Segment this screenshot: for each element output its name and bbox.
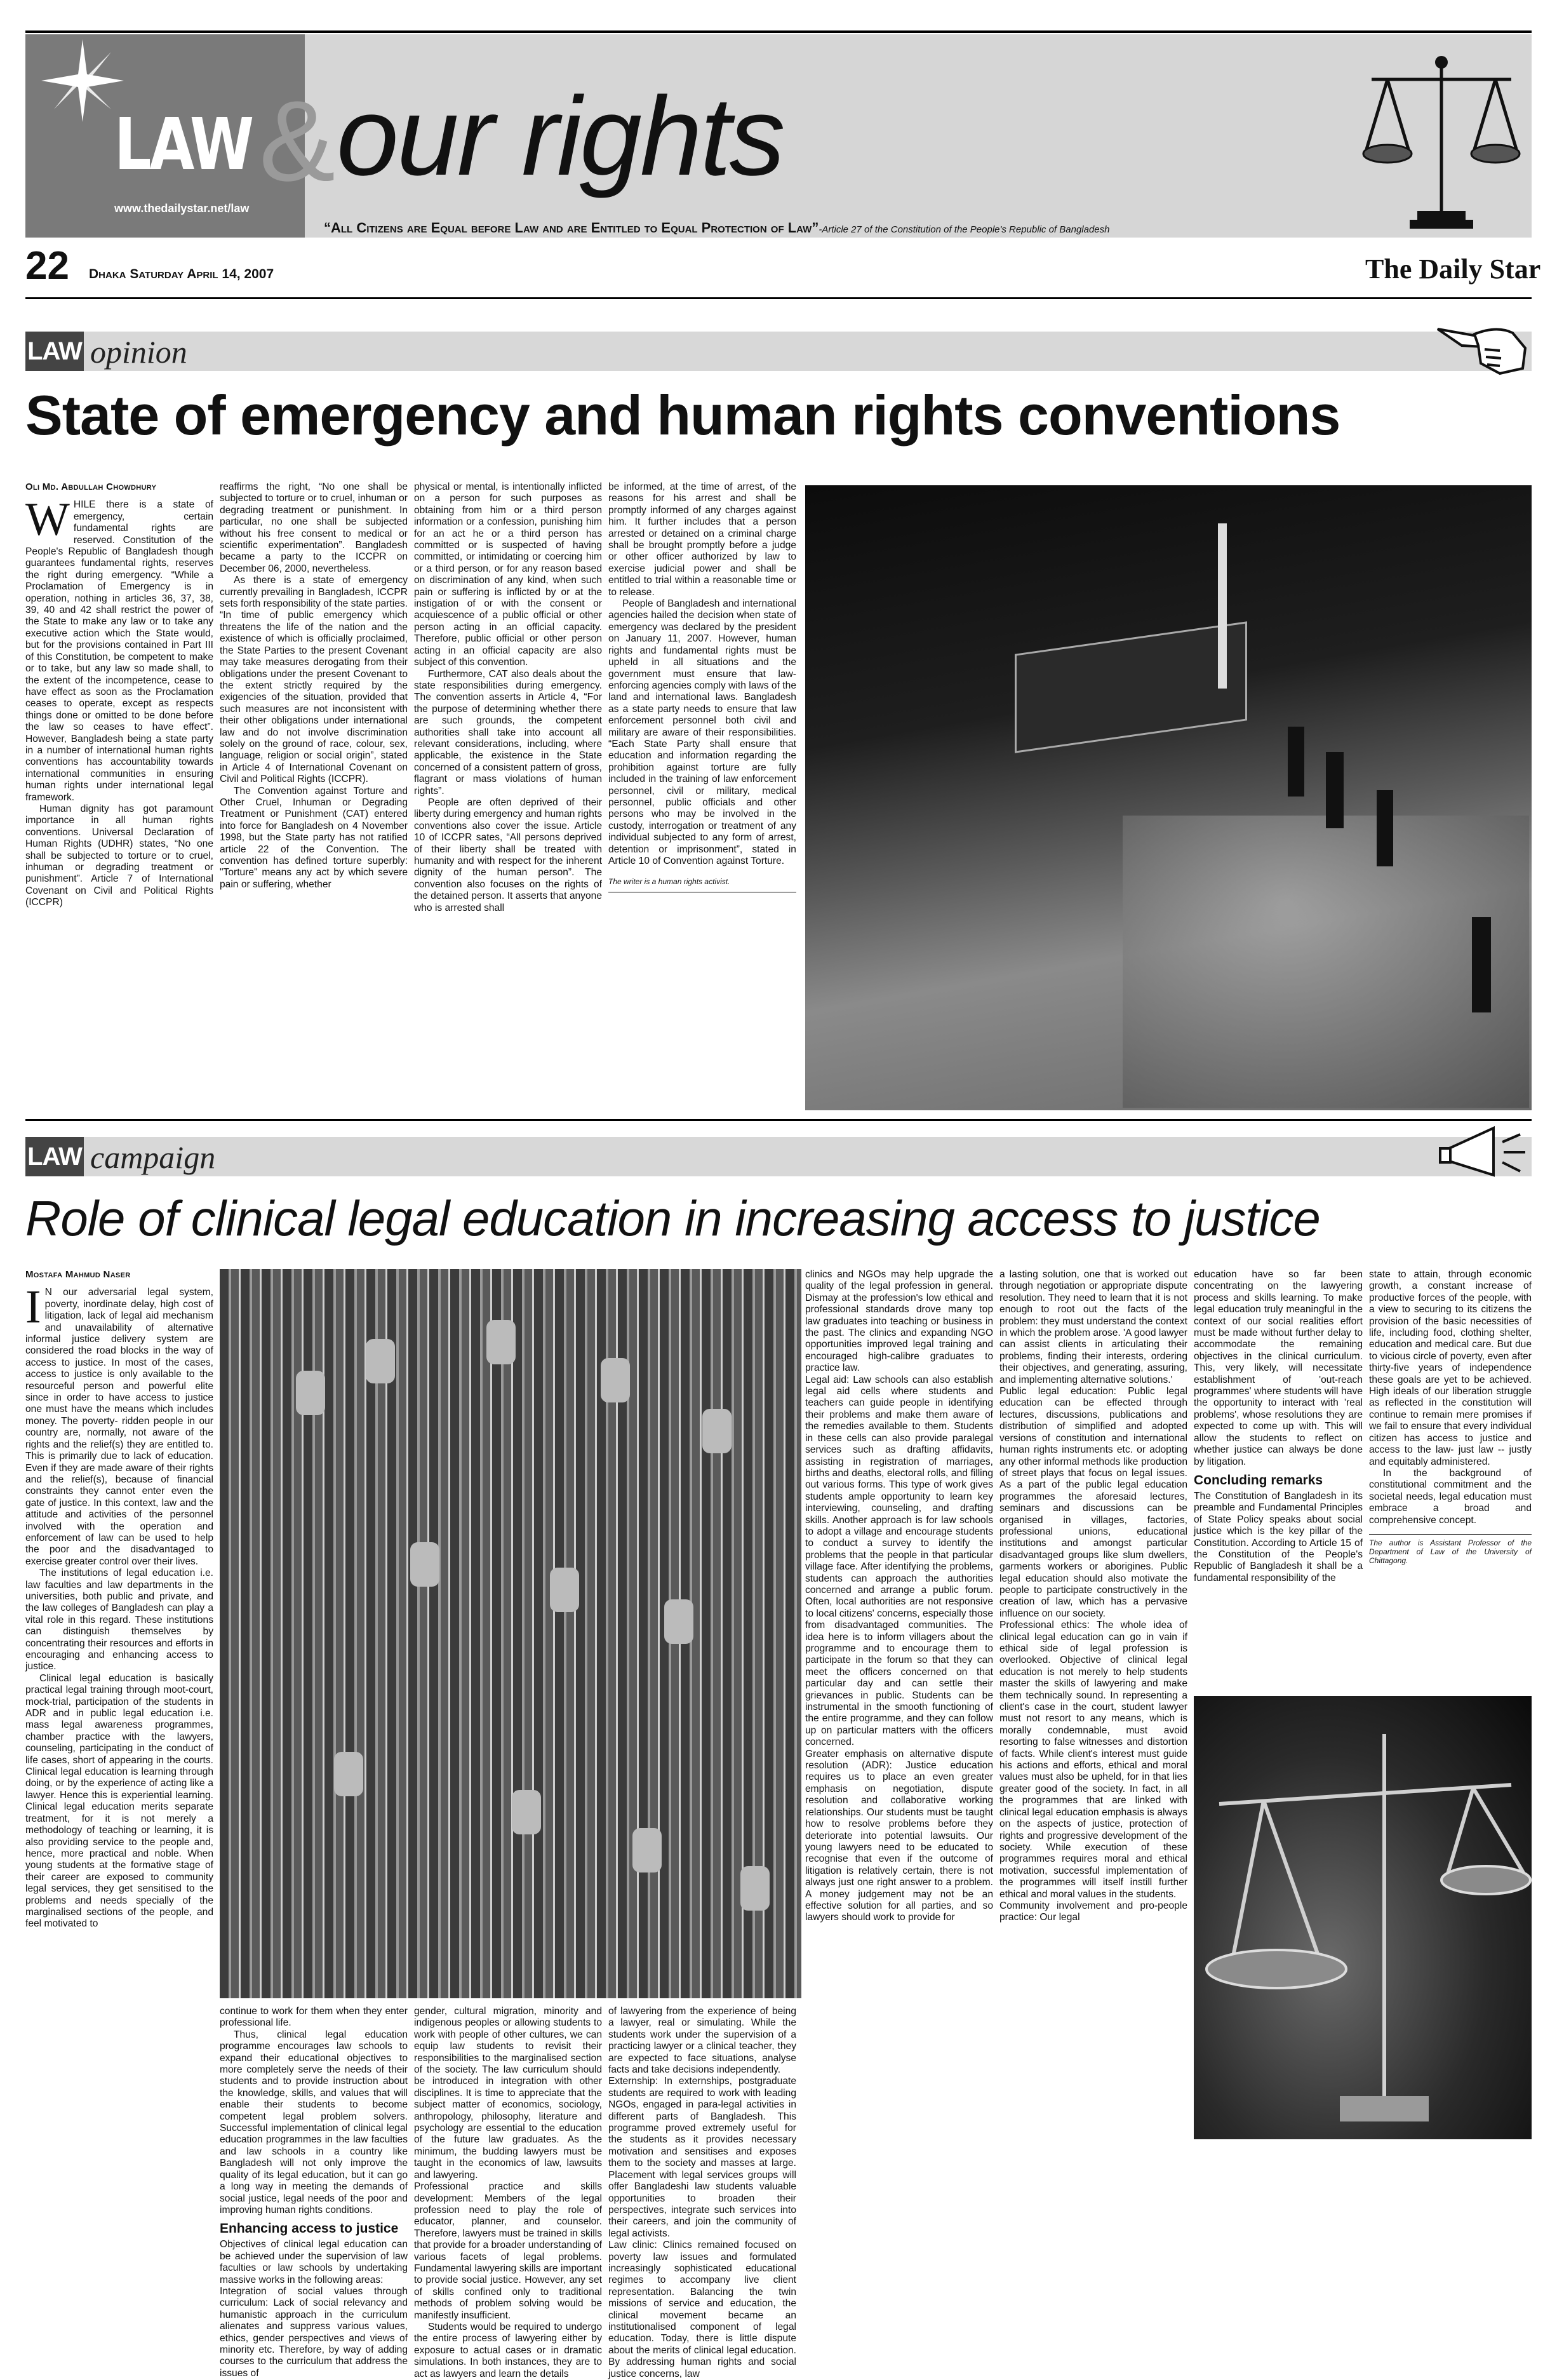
campaign-c8-p2: In the background of constitutional commitment and the societal needs, legal education must embrace a broad and comprehensive concept.	[1369, 1467, 1532, 1526]
campaign-c4-p3: Law clinic: Clinics remained focused on poverty law issues and formulated increasingly sophisticated educational regimes to accompany live client representation. Balancing the twin missions of service and education, the clinical movement became an institutionalised component of legal education. Today, there is little dispute about the merits of clinical legal education. By addressing human rights and social justice concerns, law	[608, 2240, 796, 2379]
opinion-byline: Oli Md. Abdullah Chowdhury	[25, 481, 157, 492]
campaign-column-8	[1369, 1269, 1532, 1688]
campaign-c1-p2: The institutions of legal education i.e. law faculties and law departments in the universities, both public and private, and the law colleges of Bangladesh can play a vital role in this regard. These institutions can distinguish themselves by concentrating their resources and efforts in encouraging and enhancing access to justice.	[25, 1568, 213, 1672]
campaign-column-4	[608, 2006, 796, 2379]
campaign-c3-p2: Professional practice and skills development: Members of the legal profession need to play the role of educator, planner, and counselor. Therefore, lawyers must be trained in skills that provide for a broader understanding of various facets of legal problems. Fundamental lawyering skills are important to provide social justice. However, any set of skills confined only to traditional methods of problem solving would be manifestly insufficient.	[414, 2181, 602, 2321]
photo-hand	[632, 1828, 662, 1872]
paper-name: The Daily Star	[1365, 253, 1541, 285]
campaign-c2-p1: continue to work for them when they enter professional life.	[220, 2006, 408, 2029]
dateline-rule	[25, 297, 1532, 299]
section-divider	[25, 1119, 1532, 1121]
top-rule	[25, 30, 1532, 33]
campaign-c2-p2: Thus, clinical legal education programme encourages law schools to expand their educational objectives to more completely serve the needs of their students and to provide instruction about the knowledge, skills, and values that will enable their students to become competent legal problem solvers. Successful implementation of clinical legal education programmes in the law faculties and law schools in a country like Bangladesh will not only improve the quality of its legal education, but it can go a long way in meeting the demands of social justice, legal needs of the poor and improving human rights conditions.	[220, 2029, 408, 2215]
opinion-section-word: opinion	[90, 334, 187, 370]
opinion-column-2	[220, 481, 408, 1110]
campaign-photo-scales	[1194, 1696, 1532, 2139]
campaign-c6-p3: Professional ethics: The whole idea of clinical legal education can go in vain if ethical side of legal profession is overlooked. Objective of clinical legal education is not merely to help students master the skills of lawyering and make them technically sound. In representing a client's case in the court, student lawyer must not resort to any means, which is morally condemnable, must avoid resorting to false witnesses and distortion of facts. While client's interest must guide his actions and efforts, ethical and moral values must also be upheld, for in that lies greater good of the society. In fact, in all the programmes that are linked with clinical legal education emphasis is always on the aspects of justice, protection of rights and progressive development of the society. While execution of these programmes requires moral and ethical motivation, successful implementation of the programmes will itself instill further ethical and moral values in the students.	[999, 1620, 1187, 1900]
opinion-c3-p1: physical or mental, is intentionally inflicted on a person for such purposes as obtaining from him or a third person information or a confession, punishing him for an act he or a third person has committed or is suspected of having committed, or intimidating or coercing him or a third person, or for any reason based on discrimination of any kind, when such pain or suffering is inflicted by or at the instigation of or with the consent or acquiescence of a public official or other person acting in an official capacity. Therefore, public official or other person acting in an official capacity are also subject of this convention.	[414, 481, 602, 668]
scales-photo-icon	[1194, 1696, 1532, 2139]
campaign-c1-p1: N our adversarial legal system, poverty, inordinate delay, high cost of litigation, lack of legal aid mechanism and unavailability of alternative informal justice delivery system are considered the road blocks in the way of access to justice. In most of the cases, access to justice is only available to the resourceful person and powerful elite since in order to have access to justice one must have the means which includes money. The poverty- ridden people in our country are, normally, not aware of the rights and the relief(s) they are entitled to. This is primarily due to lack of education. Even if they are made aware of their rights and the relief(s), because of financial constraints they cannot enter even the gate of justice. In this context, law and the attitude and activities of the personnel involved with the operation and enforcement of law can be used to help the poor and the disadvantaged to exercise greater control over their lives.	[25, 1287, 213, 1567]
campaign-c4-p1: of lawyering from the experience of being a lawyer, real or simulating. While the students work under the supervision of a practicing lawyer or a clinical teacher, they are expected to face situations, analyse facts and take decisions independently.	[608, 2006, 796, 2076]
campaign-c2-p4: Integration of social values through curriculum: Lack of social relevancy and humanistic approach in the curriculum alienates and suppress various values, ethics, gender perspectives and views of minority etc. Therefore, by way of adding courses to the curriculum that address the issues of	[220, 2285, 408, 2379]
photo-lamp	[1218, 523, 1227, 689]
photo-hand	[664, 1599, 693, 1644]
photo-figure	[1472, 917, 1491, 1012]
photo-figure	[1326, 752, 1344, 828]
campaign-c6-p1: a lasting solution, one that is worked out through negotiation or appropriate dispute resolution. They need to learn that it is not enough to root out the facts of the problem: they must understand the context in which the problem arose. 'A good lawyer can assist clients in articulating their problems, finding their interests, ordering their objectives, and generating, assuring, and implementing alternative solutions.'	[999, 1269, 1187, 1385]
opinion-section-tag: LAW	[25, 332, 84, 371]
opinion-c3-p2: Furthermore, CAT also deals about the state responsibilities during emergency. The convention asserts in Article 4, “For the purpose of determining whether there are such grounds, the competent authorities shall take into account all relevant considerations, including, where applicable, the existence in the State concerned of a consistent pattern of gross, flagrant or mass violations of human rights”.	[414, 668, 602, 797]
opinion-c1-p1: HILE there is a state of emergency, certain fundamental rights are reserved. Constitution of the People's Republic of Bangladesh though guarantees fundamental rights, reserves the right during emergency. “While a Proclamation of Emergency is in operation, nothing in articles 36, 37, 38, 39, 40 and 42 shall restrict the power of the State to make any law or to take any executive action which the State would, but for the provisions contained in Part III of this Constitution, be competent to make or to take, but any law so made shall, to the extent of the incompetence, cease to have effect as soon as the Proclamation ceases to operate, except as respects things done or omitted to be done before the law so ceases to have effect”. However, Bangladesh being a state party in a number of international human rights conventions has accountability towards international communities in ensuring human rights under international legal framework.	[25, 499, 213, 803]
opinion-column-3	[414, 481, 602, 1110]
photo-truck	[1015, 621, 1247, 753]
campaign-column-6	[999, 1269, 1187, 2139]
campaign-c7-p2: The Constitution of Bangladesh in its preamble and Fundamental Principles of State Policy speaks about social justice which is the key pillar of the Constitution. According to Article 15 of the Constitution of the People's Republic of Bangladesh it shall be a fundamental responsibility of the	[1194, 1490, 1363, 1583]
campaign-c3-p3: Students would be required to undergo the entire process of lawyering either by exposure to actual cases or in dramatic simulations. In both instances, they are to act as lawyers and learn the details	[414, 2321, 602, 2379]
campaign-c2-subhead: Enhancing access to justice	[220, 2221, 399, 2236]
campaign-c1-p3: Clinical legal education is basically practical legal training through moot-court, mock-trial, participation of the students in ADR and in public legal education i.e. mass legal awareness programmes, chamber practice with the lawyers, counseling, participating in the conduct of life cases, short of appearing in the courts. Clinical legal education is learning through doing, or by the experience of acting like a lawyer. Hence this is experiential learning. Clinical legal education merits separate treatment, for it is not merely a methodology of teaching or learning, it is also providing service to the people and, hence, more practical and noble. When young students at the formative stage of their career are exposed to community legal services, they get sensitised to the problems and needs specially of the marginalised sections of the people, and feel motivated to	[25, 1672, 213, 1930]
opinion-headline: State of emergency and human rights conventions	[25, 384, 1340, 447]
campaign-byline: Mostafa Mahmud Naser	[25, 1269, 131, 1280]
opinion-c1-p2: Human dignity has got paramount importance in all human rights conventions. Universal Declaration of Human Rights (UDHR) states, “No one shall be subjected to torture or to cruel, inhuman or degrading treatment or punishment”. Article 7 of International Covenant on Civil and Political Rights (ICCPR)	[25, 803, 213, 908]
megaphone-icon	[1436, 1117, 1532, 1187]
campaign-section-tag: LAW	[25, 1137, 84, 1176]
opinion-c2-p1: reaffirms the right, “No one shall be subjected to torture or to cruel, inhuman or degrading treatment or punishment. In particular, no one shall be subjected without his free consent to medical or scientific experimentation”. Bangladesh became a party to the ICCPR on December 06, 2000, nevertheless.	[220, 481, 408, 574]
opinion-c4-p2: People of Bangladesh and international agencies hailed the decision when state of emergency was declared by the president on January 11, 2007. However, human rights and fundamental rights must be upheld in all situations and the government must ensure that law-enforcing agencies comply with laws of the land and international laws. Bangladesh as a state party needs to ensure that law enforcement personnel both civil and military are aware of their responsibilities. “Each State Party shall ensure that education and information regarding the prohibition against torture are fully included in the training of law enforcement personnel, civil or military, medical personnel, public officials and other persons who may be involved in the custody, interrogation or treatment of any individual subjected to any form of arrest, detention or imprisonment”, stated in Article 10 of Convention against Torture.	[608, 598, 796, 866]
campaign-c7-subhead: Concluding remarks	[1194, 1472, 1323, 1488]
quote-text: “All Citizens are Equal before Law and are Entitled to Equal Protection of Law”	[324, 220, 819, 236]
opinion-c4-p1: be informed, at the time of arrest, of the reasons for his arrest and shall be promptly informed of any charges against him. It further includes that a person arrested or detained on a criminal charge shall be brought promptly before a judge or other officer authorized by law to exercise judicial power and shall be entitled to trial within a reasonable time or to release.	[608, 481, 796, 598]
campaign-c5-p1: clinics and NGOs may help upgrade the quality of the legal profession in general. Dismay at the profession's low ethical and professional standards drove many top law graduates into teaching or business in the past. The clinics and expanding NGO opportunities improved legal training and encouraged high-calibre graduates to practice law.	[805, 1269, 993, 1374]
masthead-ampersand: &	[259, 77, 336, 205]
photo-hand	[512, 1790, 541, 1834]
quote-source: -Article 27 of the Constitution of the People's Republic of Bangladesh	[819, 224, 1110, 235]
campaign-headline: Role of clinical legal education in increasing access to justice	[25, 1190, 1320, 1246]
photo-hand	[550, 1568, 579, 1612]
campaign-c5-p2: Legal aid: Law schools can also establish legal aid cells where students and teachers can guide people in identifying their problems and make them aware of the remedies available to them. Students in these cells can also provide paralegal services such as drafting affidavits, assisting in registration of marriages, births and deaths, electoral rolls, and filling out various forms. This type of work gives students ample opportunity to learn key interviewing, counseling, and drafting skills. Another approach is for law schools to adopt a village and encourage students to conduct a survey to identify the problems that the people in that particular village face. After identifying the problems, students can approach the authorities concerned and arrange a public forum. Often, local authorities are not responsive to local citizens' concerns, especially those from disadvantaged communities. The idea here is to inform villagers about the programme and to encourage them to participate in the forum so that they can meet the officers concerned on that particular day and can settle their grievances in public. Students can be instrumental in the smooth functioning of the entire programme, and they can follow up on particular matters with the officers concerned.	[805, 1374, 993, 1748]
campaign-c7-p1: education have so far been concentrating on the lawyering process and skills learning. To make legal education truly meaningful in the context of our social realities effort must be made without further delay to accommodate the remaining objectives in the clinical curriculum. This, very likely, will necessitate establishment of 'out-reach programmes' where students will have the opportunity to interact with 'real problems', whose resolutions they are expected to come up with. This will allow the students to reflect on whether justice can always be done by litigation.	[1194, 1269, 1363, 1467]
photo-hand	[702, 1409, 732, 1453]
photo-hand	[334, 1752, 363, 1796]
campaign-column-5	[805, 1269, 993, 2139]
photo-figure	[1377, 790, 1393, 866]
opinion-dropcap: W	[25, 494, 70, 546]
campaign-c5-p3: Greater emphasis on alternative dispute resolution (ADR): Justice education requires us to place an even greater emphasis on negotiation, dispute resolution and collaborative working relationships. Our students must be taught how to resolve problems before they deteriorate into potential lawsuits. Our young lawyers need to be educated to recognise that even if the outcome of litigation is relatively certain, there is not always just one right answer to a problem. A money judgement may not be an effective solution for all parties, and so lawyers should work to provide for	[805, 1748, 993, 1923]
pointing-hand-icon	[1436, 310, 1532, 380]
opinion-column-1	[25, 481, 213, 1110]
campaign-c6-p4: Community involvement and pro-people practice: Our legal	[999, 1900, 1187, 1923]
scales-of-justice-icon	[1359, 44, 1524, 235]
photo-hand	[366, 1339, 395, 1383]
campaign-c4-p2: Externship: In externships, postgraduate students are required to work with leading NGOs, engaged in para-legal activities in different parts of Bangladesh. This programme proved extremely useful for the students as it provides necessary motivation and sensitises and exposes them to the society and masses at large. Placement with legal services groups will offer Bangladeshi law students valuable opportunities to broaden their perspectives, integrate such services into their careers, and join the community of legal activists.	[608, 2076, 796, 2239]
photo-hand	[486, 1320, 516, 1364]
campaign-column-7	[1194, 1269, 1363, 1688]
campaign-column-3	[414, 2006, 602, 2379]
campaign-section-banner	[25, 1137, 1532, 1176]
masthead-quote	[324, 220, 1110, 236]
campaign-author-note: The author is Assistant Professor of the Department of Law of the University of Chittagong.	[1369, 1534, 1532, 1565]
campaign-c6-p2: Public legal education: Public legal education can be effected through lectures, discussions, publications and distribution of simplified and adopted versions of constitution and international human rights instruments etc. or adopting any other informal methods like production of street plays that focus on legal issues. As a part of the public legal education programmes the aforesaid lectures, seminars and discussions can be organised in villages, factories, professional unions, educational institutions and amongst particular disadvantaged groups like slum dwellers, garments workers or aborigines. Public legal education should also motivate the people to participate constructively in the creation of law, which has a pervasive influence on our society.	[999, 1386, 1187, 1619]
photo-shadow-band	[1123, 816, 1529, 1108]
photo-hand	[410, 1542, 439, 1587]
dateline: Dhaka Saturday April 14, 2007	[89, 267, 274, 281]
masthead-law-word: LAW	[114, 104, 252, 186]
opinion-c2-p2: As there is a state of emergency currently prevailing in Bangladesh, ICCPR sets forth responsibility of the state parties. “In time of public emergency which threatens the life of the nation and the existence of which is officially proclaimed, the State Parties to the present Covenant may take measures derogating from their obligations under the present Covenant to the extent strictly required by the exigencies of the situation, provided that such measures are not inconsistent with their other obligations under international law and do not involve discrimination solely on the ground of race, colour, sex, language, religion or social origin”, stated in Article 4 of International Covenant on Civil and Political Rights (ICCPR).	[220, 575, 408, 785]
masthead-url[interactable]: www.thedailystar.net/law	[114, 202, 250, 215]
campaign-c8-p1: state to attain, through economic growth, a constant increase of productive forces of the people, with a view to securing to its citizens the provision of the basic necessities of life, including food, clothing shelter, education and medical care. But due to vicious circle of poverty, even after thirty-five years of independence these goals are yet to be achieved. High ideals of our liberation struggle as reflected in the constitution will continue to remain mere promises if we fail to ensure that every individual citizen has access to justice and access to the law- just law -- justly and equitably administered.	[1369, 1269, 1532, 1467]
opinion-c2-p3: The Convention against Torture and Other Cruel, Inhuman or Degrading Treatment or Punishment (CAT) entered into force for Bangladesh on 4 November 1998, but the State party has not ratified article 22 of the Convention. The convention has defined torture superbly: "Torture" means any act by which severe pain or suffering, whether	[220, 785, 408, 890]
opinion-photo-night-street	[805, 485, 1532, 1110]
campaign-column-2	[220, 2006, 408, 2379]
campaign-photo-hands-behind-bars	[220, 1269, 801, 1998]
photo-hand	[601, 1358, 630, 1402]
page-number: 22	[25, 244, 69, 288]
opinion-column-4	[608, 481, 796, 1110]
campaign-section-word: campaign	[90, 1140, 216, 1175]
campaign-c2-p3: Objectives of clinical legal education can be achieved under the supervision of law faculties or law schools by undertaking massive works in the following areas:	[220, 2239, 408, 2285]
opinion-author-note: The writer is a human rights activist.	[608, 876, 796, 892]
photo-hand	[296, 1371, 325, 1415]
opinion-section-banner	[25, 332, 1532, 371]
campaign-column-1	[25, 1269, 213, 2139]
photo-figure	[1288, 727, 1304, 797]
starburst-logo	[41, 39, 124, 122]
opinion-c3-p3: People are often deprived of their liberty during emergency and human rights conventions also cover the issue. Article 10 of ICCPR sates, “All persons deprived of their liberty shall be treated with humanity and with respect for the inherent dignity of the human person”. The convention also focuses on the rights of the detained person. It asserts that anyone who is arrested shall	[414, 797, 602, 913]
photo-hand	[740, 1866, 770, 1911]
campaign-dropcap: I	[25, 1281, 41, 1334]
masthead-our-rights: our rights	[337, 74, 784, 199]
campaign-c3-p1: gender, cultural migration, minority and indigenous peoples or allowing students to work with people of other cultures, we can equip law students to revisit their responsibilities to the marginalised section of the society. The law curriculum should be introduced in integration with other disciplines. It is time to appreciate that the subject matter of economics, sociology, anthropology, philosophy, literature and psychology are essential to the education of the future law graduates. As the minimum, the budding lawyers must be taught in the economics of law, lawsuits and lawyering.	[414, 2006, 602, 2181]
